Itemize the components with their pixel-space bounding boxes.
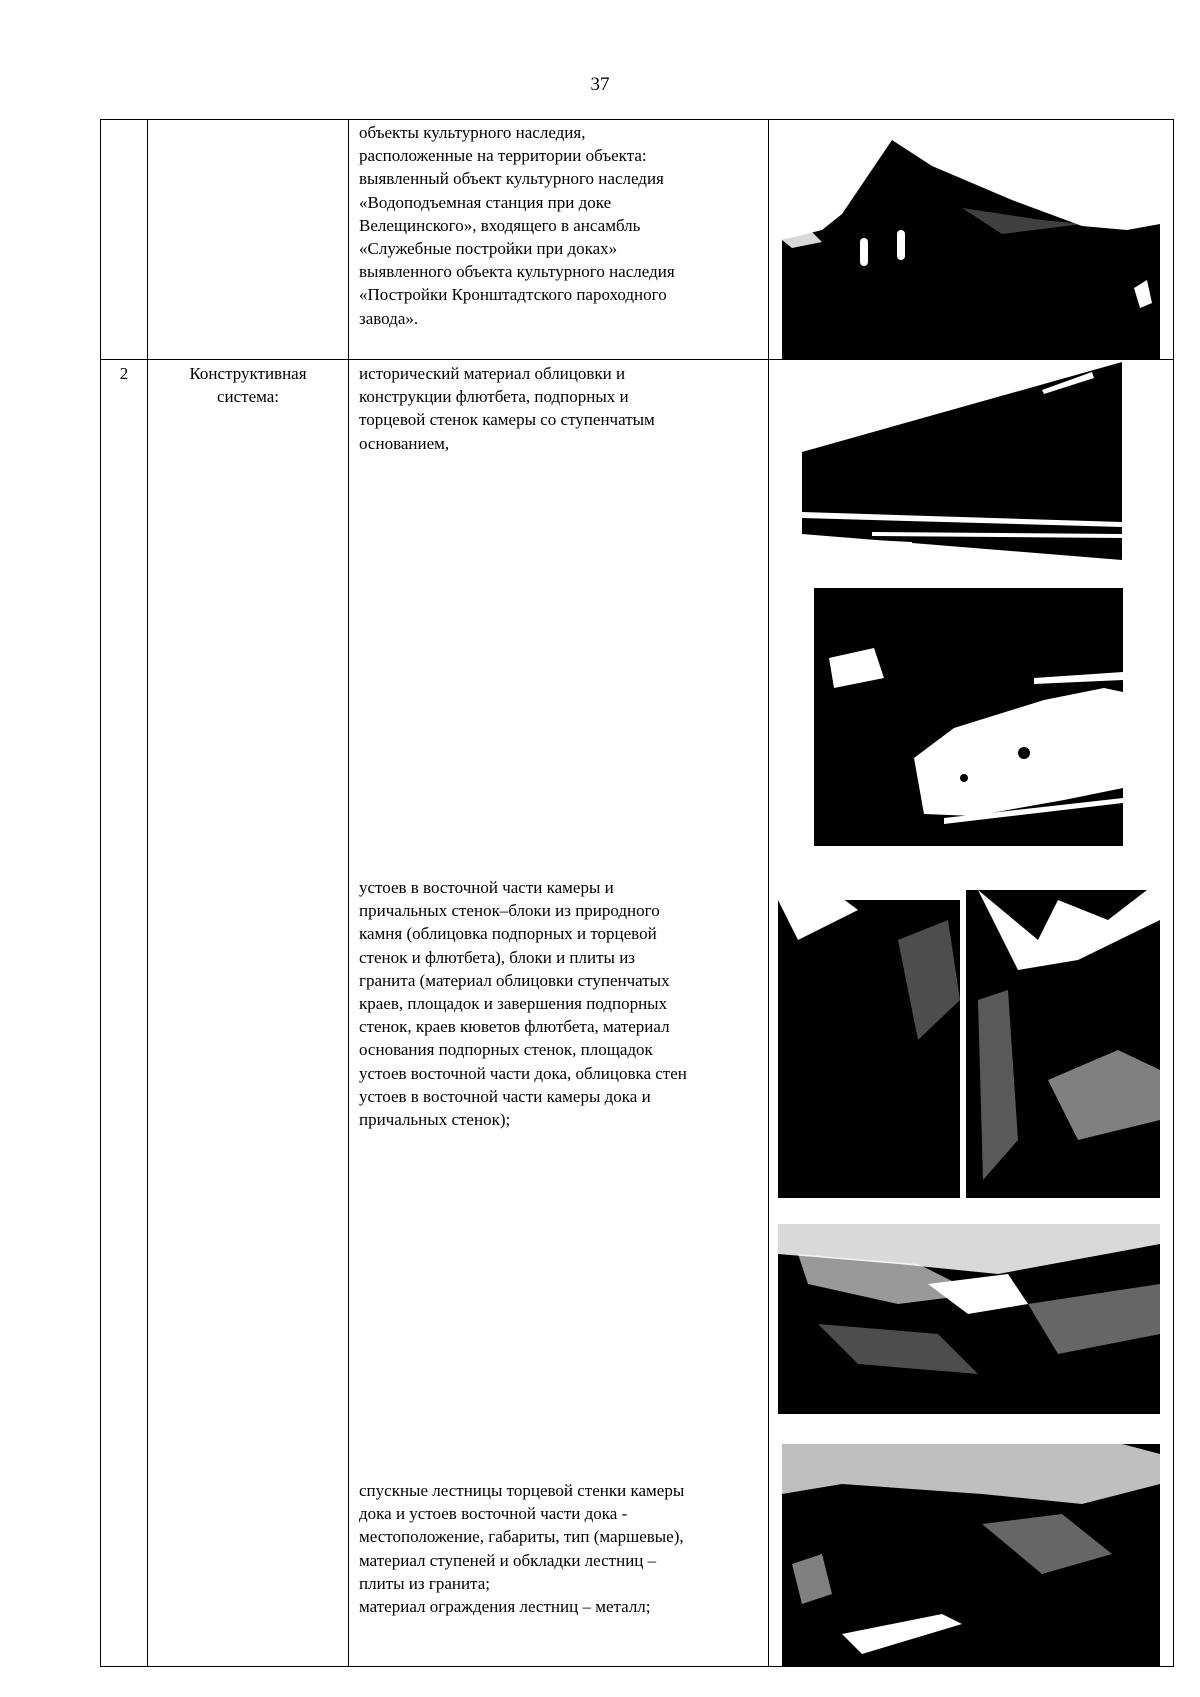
text-line: устоев в восточной части камеры и xyxy=(359,878,614,897)
photo-chamber-wall xyxy=(792,362,1160,565)
table-left-border xyxy=(100,119,101,1667)
text-line: объекты культурного наследия, xyxy=(359,123,586,142)
text-line: основания подпорных стенок, площадок xyxy=(359,1040,653,1060)
text-line: гранита (материал облицовки ступенчатых xyxy=(359,970,670,990)
row2-number: 2 xyxy=(119,364,129,383)
table-bottom-border xyxy=(100,1666,1174,1667)
text-line: конструкции флютбета, подпорных и xyxy=(359,387,629,407)
text-line: камня (облицовка подпорных и торцевой xyxy=(359,924,657,944)
text-line: исторический материал облицовки и xyxy=(359,364,626,383)
name-line: система: xyxy=(216,387,280,407)
table-top-border xyxy=(100,119,1174,120)
page-number: 37 xyxy=(590,74,610,95)
row2-description-3 xyxy=(359,1479,684,1618)
text-line: краев, площадок и завершения подпорных xyxy=(359,994,668,1014)
column-divider xyxy=(147,119,148,1667)
text-line: материал ограждения лестниц – металл; xyxy=(359,1597,651,1617)
table-right-border xyxy=(1173,119,1174,1667)
text-line: выявленного объекта культурного наследия xyxy=(359,262,675,282)
text-line: стенок, краев кюветов флютбета, материал xyxy=(359,1017,670,1037)
text-line: местоположение, габариты, тип (маршевые), xyxy=(359,1527,684,1547)
text-line: выявленный объект культурного наследия xyxy=(359,169,664,189)
photo-eastern-abutments xyxy=(778,880,1160,1198)
text-line: торцевой стенок камеры со ступенчатым xyxy=(359,410,655,430)
row2-name xyxy=(148,362,348,408)
column-divider xyxy=(768,119,769,1667)
text-line: причальных стенок); xyxy=(359,1110,511,1130)
text-line: спускные лестницы торцевой стенки камеры xyxy=(359,1481,685,1500)
text-line: стенок и флютбета), блоки и плиты из xyxy=(359,947,636,967)
text-line: «Служебные постройки при доках» xyxy=(359,239,618,259)
text-line: устоев в восточной части камеры дока и xyxy=(359,1086,651,1106)
photo-stepped-base xyxy=(814,588,1123,846)
text-line: расположенные на территории объекта: xyxy=(359,146,647,166)
name-line: Конструктивная xyxy=(189,364,307,383)
text-line: дока и устоев восточной части дока - xyxy=(359,1504,628,1524)
column-divider xyxy=(348,119,349,1667)
text-line: материал ступеней и обкладки лестниц – xyxy=(359,1550,657,1570)
photo-mooring-walls xyxy=(778,1224,1160,1414)
row2-description-2 xyxy=(359,876,687,1131)
text-line: завода». xyxy=(359,308,419,328)
text-line: основанием, xyxy=(359,433,450,453)
row1-description xyxy=(359,121,675,330)
text-line: устоев восточной части дока, облицовка стен xyxy=(359,1063,687,1083)
photo-pump-station xyxy=(782,138,1160,360)
photo-staircases xyxy=(782,1444,1160,1666)
text-line: причальных стенок–блоки из природного xyxy=(359,901,660,921)
text-line: «Водоподъемная станция при доке xyxy=(359,192,612,212)
text-line: плиты из гранита; xyxy=(359,1573,490,1593)
text-line: «Постройки Кронштадтского пароходного xyxy=(359,285,667,305)
row2-description-1 xyxy=(359,362,655,455)
text-line: Велещинского», входящего в ансамбль xyxy=(359,215,641,235)
